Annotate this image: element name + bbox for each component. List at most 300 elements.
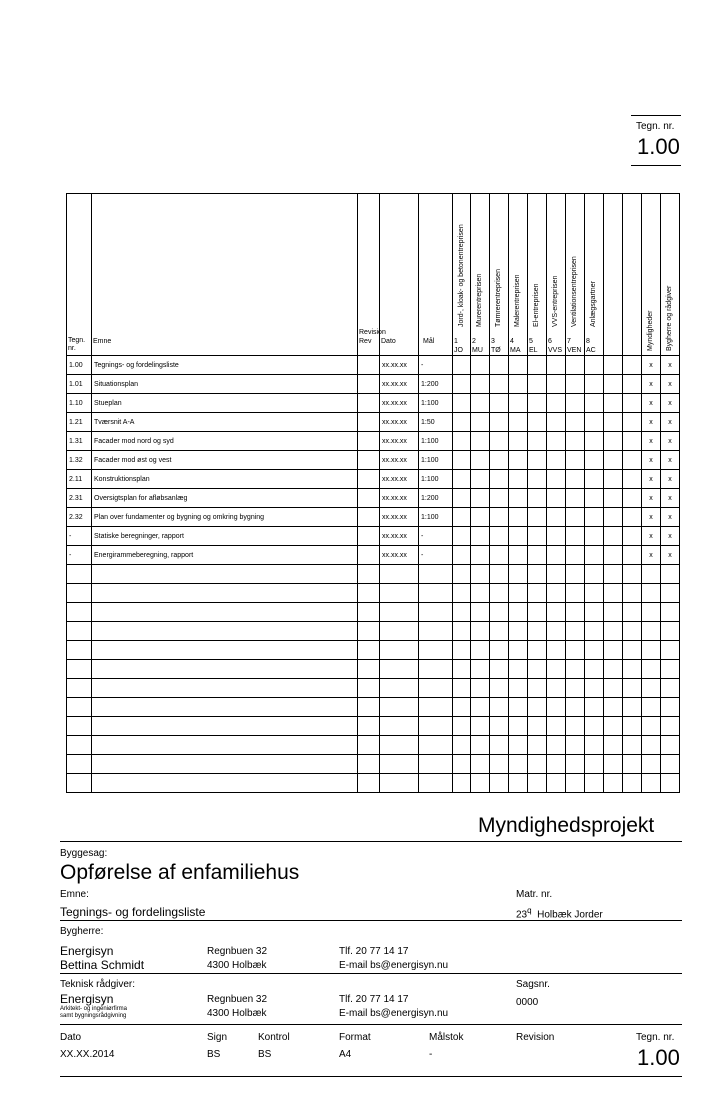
cell-rev bbox=[358, 356, 380, 375]
cell-maal: 1:200 bbox=[419, 489, 453, 508]
empty-cell bbox=[547, 584, 566, 603]
dato-value: XX.XX.2014 bbox=[60, 1049, 115, 1060]
empty-cell bbox=[585, 698, 604, 717]
empty-cell bbox=[509, 736, 528, 755]
cell-dato: xx.xx.xx bbox=[380, 508, 419, 527]
cell-discipline bbox=[566, 413, 585, 432]
cell-myndigheder: x bbox=[642, 394, 661, 413]
cell-discipline bbox=[509, 508, 528, 527]
empty-cell bbox=[547, 698, 566, 717]
empty-cell bbox=[67, 698, 92, 717]
cell-dato: xx.xx.xx bbox=[380, 356, 419, 375]
empty-cell bbox=[92, 565, 358, 584]
cell-discipline bbox=[623, 394, 642, 413]
empty-cell bbox=[453, 736, 471, 755]
empty-cell bbox=[358, 603, 380, 622]
cell-discipline bbox=[585, 508, 604, 527]
cell-myndigheder: x bbox=[642, 375, 661, 394]
header-discipline-code: MU bbox=[472, 347, 483, 354]
cell-discipline bbox=[528, 375, 547, 394]
empty-cell bbox=[661, 679, 680, 698]
table-row-empty bbox=[67, 584, 680, 603]
empty-cell bbox=[642, 584, 661, 603]
cell-nr: 2.11 bbox=[67, 470, 92, 489]
empty-cell bbox=[358, 660, 380, 679]
table-header-row bbox=[67, 194, 680, 356]
empty-cell bbox=[528, 736, 547, 755]
header-tegn: Tegn. nr. bbox=[67, 194, 92, 356]
cell-discipline bbox=[604, 508, 623, 527]
table-row-empty bbox=[67, 717, 680, 736]
cell-discipline bbox=[547, 508, 566, 527]
maalestok-label: Målstok bbox=[429, 1032, 464, 1043]
cell-discipline bbox=[453, 489, 471, 508]
cell-discipline bbox=[509, 527, 528, 546]
empty-cell bbox=[419, 736, 453, 755]
cell-nr: 1.00 bbox=[67, 356, 92, 375]
cell-discipline bbox=[490, 489, 509, 508]
cell-myndigheder: x bbox=[642, 451, 661, 470]
cell-discipline bbox=[528, 508, 547, 527]
table-row bbox=[67, 508, 680, 527]
table-row bbox=[67, 375, 680, 394]
empty-cell bbox=[604, 774, 623, 793]
header-discipline-label: Malerentreprisen bbox=[514, 274, 521, 327]
cell-emne: Situationsplan bbox=[92, 375, 358, 394]
bygherre-person: Bettina Schmidt bbox=[60, 958, 145, 972]
cell-rev bbox=[358, 527, 380, 546]
cell-discipline bbox=[453, 546, 471, 565]
cell-emne: Oversigtsplan for afløbsanlæg bbox=[92, 489, 358, 508]
empty-cell bbox=[623, 565, 642, 584]
cell-discipline bbox=[566, 375, 585, 394]
empty-cell bbox=[471, 603, 490, 622]
cell-discipline bbox=[490, 432, 509, 451]
empty-cell bbox=[509, 584, 528, 603]
empty-cell bbox=[509, 660, 528, 679]
empty-cell bbox=[642, 622, 661, 641]
cell-discipline bbox=[566, 432, 585, 451]
empty-cell bbox=[509, 603, 528, 622]
empty-cell bbox=[623, 603, 642, 622]
header-discipline bbox=[604, 194, 623, 356]
table-row bbox=[67, 451, 680, 470]
empty-cell bbox=[92, 679, 358, 698]
cell-discipline bbox=[490, 546, 509, 565]
matr-value: 23$^q$ Holbæk Jorder bbox=[516, 906, 603, 921]
cell-nr: 1.32 bbox=[67, 451, 92, 470]
empty-cell bbox=[358, 774, 380, 793]
cell-discipline bbox=[528, 489, 547, 508]
cell-discipline bbox=[623, 413, 642, 432]
header-discipline-code: EL bbox=[529, 347, 538, 354]
empty-cell bbox=[661, 736, 680, 755]
cell-discipline bbox=[585, 527, 604, 546]
cell-discipline bbox=[547, 489, 566, 508]
empty-cell bbox=[358, 565, 380, 584]
cell-rev bbox=[358, 375, 380, 394]
empty-cell bbox=[490, 774, 509, 793]
cell-emne: Statiske beregninger, rapport bbox=[92, 527, 358, 546]
cell-discipline bbox=[604, 375, 623, 394]
cell-discipline bbox=[623, 470, 642, 489]
table-row bbox=[67, 394, 680, 413]
empty-cell bbox=[604, 717, 623, 736]
empty-cell bbox=[661, 660, 680, 679]
table-row bbox=[67, 489, 680, 508]
cell-discipline bbox=[453, 508, 471, 527]
cell-discipline bbox=[471, 527, 490, 546]
empty-cell bbox=[528, 660, 547, 679]
empty-cell bbox=[419, 603, 453, 622]
cell-discipline bbox=[490, 451, 509, 470]
cell-dato: xx.xx.xx bbox=[380, 527, 419, 546]
empty-cell bbox=[380, 641, 419, 660]
empty-cell bbox=[566, 698, 585, 717]
empty-cell bbox=[358, 698, 380, 717]
cell-discipline bbox=[509, 413, 528, 432]
cell-bygherre: x bbox=[661, 356, 680, 375]
cell-discipline bbox=[528, 432, 547, 451]
cell-myndigheder: x bbox=[642, 470, 661, 489]
cell-discipline bbox=[509, 394, 528, 413]
sign-value: BS bbox=[207, 1049, 221, 1060]
header-discipline bbox=[490, 194, 509, 356]
cell-discipline bbox=[509, 432, 528, 451]
empty-cell bbox=[380, 755, 419, 774]
empty-cell bbox=[623, 774, 642, 793]
empty-cell bbox=[604, 565, 623, 584]
empty-cell bbox=[528, 679, 547, 698]
empty-cell bbox=[509, 622, 528, 641]
table-row-empty bbox=[67, 679, 680, 698]
empty-cell bbox=[566, 774, 585, 793]
cell-myndigheder: x bbox=[642, 432, 661, 451]
empty-cell bbox=[490, 660, 509, 679]
dato-label: Dato bbox=[60, 1032, 82, 1043]
cell-discipline bbox=[453, 413, 471, 432]
empty-cell bbox=[419, 755, 453, 774]
table-row bbox=[67, 546, 680, 565]
empty-cell bbox=[528, 584, 547, 603]
empty-cell bbox=[509, 774, 528, 793]
empty-cell bbox=[585, 679, 604, 698]
empty-cell bbox=[528, 641, 547, 660]
cell-discipline bbox=[471, 508, 490, 527]
empty-cell bbox=[490, 603, 509, 622]
cell-dato: xx.xx.xx bbox=[380, 546, 419, 565]
project-phase-title: Myndighedsprojekt bbox=[478, 814, 655, 837]
sagsnr-value: 0000 bbox=[516, 997, 539, 1008]
cell-discipline bbox=[604, 527, 623, 546]
cell-discipline bbox=[623, 546, 642, 565]
empty-cell bbox=[528, 565, 547, 584]
empty-cell bbox=[358, 717, 380, 736]
cell-discipline bbox=[453, 432, 471, 451]
cell-bygherre: x bbox=[661, 489, 680, 508]
cell-nr: 1.21 bbox=[67, 413, 92, 432]
header-emne: Emne bbox=[92, 194, 358, 356]
table-row-empty bbox=[67, 774, 680, 793]
raadgiver-addr2: 4300 Holbæk bbox=[207, 1008, 267, 1019]
title-rule-2 bbox=[60, 920, 682, 921]
table-row-empty bbox=[67, 698, 680, 717]
byggesag-title: Opførelse af enfamiliehus bbox=[60, 861, 300, 884]
empty-cell bbox=[380, 565, 419, 584]
empty-cell bbox=[471, 660, 490, 679]
cell-dato: xx.xx.xx bbox=[380, 394, 419, 413]
header-discipline-num: 2 bbox=[472, 338, 476, 345]
cell-discipline bbox=[490, 470, 509, 489]
cell-discipline bbox=[604, 470, 623, 489]
empty-cell bbox=[358, 736, 380, 755]
cell-nr: - bbox=[67, 527, 92, 546]
header-discipline-num: 7 bbox=[567, 338, 571, 345]
empty-cell bbox=[642, 603, 661, 622]
header-discipline-code: VEN bbox=[567, 347, 582, 354]
raadgiver-tlf: Tlf. 20 77 14 17 bbox=[339, 994, 409, 1005]
cell-discipline bbox=[471, 375, 490, 394]
cell-discipline bbox=[453, 451, 471, 470]
maalestok-value: - bbox=[429, 1049, 433, 1060]
empty-cell bbox=[547, 660, 566, 679]
empty-cell bbox=[471, 584, 490, 603]
header-discipline-code: TØ bbox=[491, 347, 501, 354]
emne-label: Emne: bbox=[60, 889, 89, 900]
cell-maal: 1:100 bbox=[419, 470, 453, 489]
cell-discipline bbox=[604, 432, 623, 451]
cell-discipline bbox=[585, 413, 604, 432]
cell-discipline bbox=[547, 470, 566, 489]
empty-cell bbox=[509, 565, 528, 584]
cell-discipline bbox=[585, 432, 604, 451]
bygherre-tlf: Tlf. 20 77 14 17 bbox=[339, 946, 409, 957]
kontrol-value: BS bbox=[258, 1049, 272, 1060]
empty-cell bbox=[528, 755, 547, 774]
cell-discipline bbox=[453, 527, 471, 546]
empty-cell bbox=[490, 679, 509, 698]
table-row bbox=[67, 527, 680, 546]
cell-discipline bbox=[509, 470, 528, 489]
cell-rev bbox=[358, 470, 380, 489]
empty-cell bbox=[642, 698, 661, 717]
cell-nr: 1.10 bbox=[67, 394, 92, 413]
empty-cell bbox=[642, 717, 661, 736]
cell-maal: 1:100 bbox=[419, 451, 453, 470]
cell-discipline bbox=[623, 356, 642, 375]
empty-cell bbox=[419, 622, 453, 641]
cell-discipline bbox=[623, 508, 642, 527]
empty-cell bbox=[566, 565, 585, 584]
cell-rev bbox=[358, 432, 380, 451]
header-discipline bbox=[509, 194, 528, 356]
empty-cell bbox=[623, 698, 642, 717]
cell-maal: 1:200 bbox=[419, 375, 453, 394]
empty-cell bbox=[471, 679, 490, 698]
empty-cell bbox=[661, 565, 680, 584]
cell-rev bbox=[358, 489, 380, 508]
empty-cell bbox=[358, 755, 380, 774]
emne-value: Tegnings- og fordelingsliste bbox=[60, 905, 206, 919]
header-discipline-num: 1 bbox=[454, 338, 458, 345]
header-discipline-label: Anlægsgartner bbox=[590, 281, 597, 327]
cell-dato: xx.xx.xx bbox=[380, 375, 419, 394]
empty-cell bbox=[547, 565, 566, 584]
empty-cell bbox=[471, 755, 490, 774]
cell-myndigheder: x bbox=[642, 489, 661, 508]
cell-discipline bbox=[490, 394, 509, 413]
empty-cell bbox=[471, 717, 490, 736]
empty-cell bbox=[623, 584, 642, 603]
table-row-empty bbox=[67, 641, 680, 660]
empty-cell bbox=[585, 660, 604, 679]
empty-cell bbox=[380, 774, 419, 793]
bygherre-addr2: 4300 Holbæk bbox=[207, 960, 267, 971]
empty-cell bbox=[604, 603, 623, 622]
cell-nr: 1.31 bbox=[67, 432, 92, 451]
empty-cell bbox=[604, 641, 623, 660]
empty-cell bbox=[453, 698, 471, 717]
empty-cell bbox=[566, 622, 585, 641]
cell-emne: Tegnings- og fordelingsliste bbox=[92, 356, 358, 375]
empty-cell bbox=[67, 717, 92, 736]
cell-maal: 1:100 bbox=[419, 432, 453, 451]
empty-cell bbox=[453, 641, 471, 660]
cell-maal: 1:100 bbox=[419, 394, 453, 413]
empty-cell bbox=[566, 660, 585, 679]
empty-cell bbox=[453, 660, 471, 679]
empty-cell bbox=[566, 603, 585, 622]
raadgiver-addr1: Regnbuen 32 bbox=[207, 994, 268, 1005]
cell-discipline bbox=[471, 432, 490, 451]
empty-cell bbox=[528, 622, 547, 641]
header-maal: Mål bbox=[419, 194, 453, 356]
empty-cell bbox=[67, 584, 92, 603]
cell-discipline bbox=[547, 546, 566, 565]
cell-discipline bbox=[509, 546, 528, 565]
empty-cell bbox=[585, 641, 604, 660]
header-discipline-code: VVS bbox=[548, 347, 563, 354]
empty-cell bbox=[453, 755, 471, 774]
empty-cell bbox=[419, 641, 453, 660]
table-row bbox=[67, 356, 680, 375]
empty-cell bbox=[67, 603, 92, 622]
empty-cell bbox=[661, 584, 680, 603]
header-discipline-label: Jord-, kloak- og betonentreprisen bbox=[458, 224, 465, 327]
empty-cell bbox=[661, 698, 680, 717]
sign-label: Sign bbox=[207, 1032, 228, 1043]
cell-discipline bbox=[471, 413, 490, 432]
header-dato: Dato bbox=[380, 194, 419, 356]
cell-myndigheder: x bbox=[642, 413, 661, 432]
empty-cell bbox=[380, 717, 419, 736]
empty-cell bbox=[509, 679, 528, 698]
empty-cell bbox=[566, 641, 585, 660]
empty-cell bbox=[509, 698, 528, 717]
cell-emne: Energirammeberegning, rapport bbox=[92, 546, 358, 565]
cell-nr: - bbox=[67, 546, 92, 565]
cell-discipline bbox=[547, 356, 566, 375]
header-discipline bbox=[453, 194, 471, 356]
cell-discipline bbox=[566, 394, 585, 413]
header-rev: Revision Rev bbox=[358, 194, 380, 356]
empty-cell bbox=[509, 641, 528, 660]
empty-cell bbox=[490, 755, 509, 774]
cell-discipline bbox=[547, 375, 566, 394]
empty-cell bbox=[471, 565, 490, 584]
cell-dato: xx.xx.xx bbox=[380, 451, 419, 470]
empty-cell bbox=[92, 584, 358, 603]
empty-cell bbox=[509, 717, 528, 736]
empty-cell bbox=[528, 603, 547, 622]
empty-cell bbox=[453, 774, 471, 793]
empty-cell bbox=[67, 736, 92, 755]
empty-cell bbox=[453, 622, 471, 641]
raadgiver-email: E-mail bs@energisyn.nu bbox=[339, 1008, 449, 1019]
empty-cell bbox=[490, 622, 509, 641]
empty-cell bbox=[604, 584, 623, 603]
cell-discipline bbox=[585, 489, 604, 508]
empty-cell bbox=[585, 755, 604, 774]
revision-label: Revision bbox=[516, 1032, 555, 1043]
header-discipline-label: VVS-entreprisen bbox=[552, 275, 559, 327]
empty-cell bbox=[92, 698, 358, 717]
empty-cell bbox=[604, 622, 623, 641]
bygherre-label: Bygherre: bbox=[60, 926, 104, 937]
empty-cell bbox=[585, 774, 604, 793]
format-value: A4 bbox=[339, 1049, 352, 1060]
top-tegn-value: 1.00 bbox=[637, 134, 680, 159]
empty-cell bbox=[453, 679, 471, 698]
cell-dato: xx.xx.xx bbox=[380, 489, 419, 508]
empty-cell bbox=[642, 641, 661, 660]
empty-cell bbox=[490, 698, 509, 717]
empty-cell bbox=[585, 736, 604, 755]
empty-cell bbox=[471, 774, 490, 793]
cell-bygherre: x bbox=[661, 394, 680, 413]
empty-cell bbox=[661, 774, 680, 793]
cell-rev bbox=[358, 394, 380, 413]
empty-cell bbox=[490, 584, 509, 603]
cell-discipline bbox=[585, 375, 604, 394]
header-discipline bbox=[528, 194, 547, 356]
cell-discipline bbox=[490, 508, 509, 527]
empty-cell bbox=[453, 565, 471, 584]
bottom-tegn-value: 1.00 bbox=[637, 1045, 680, 1070]
matr-label: Matr. nr. bbox=[516, 889, 553, 900]
empty-cell bbox=[661, 641, 680, 660]
empty-cell bbox=[92, 717, 358, 736]
cell-discipline bbox=[566, 527, 585, 546]
bygherre-addr1: Regnbuen 32 bbox=[207, 946, 268, 957]
cell-bygherre: x bbox=[661, 413, 680, 432]
table-row-empty bbox=[67, 755, 680, 774]
header-discipline bbox=[623, 194, 642, 356]
cell-dato: xx.xx.xx bbox=[380, 470, 419, 489]
empty-cell bbox=[358, 679, 380, 698]
cell-emne: Konstruktionsplan bbox=[92, 470, 358, 489]
empty-cell bbox=[419, 660, 453, 679]
cell-discipline bbox=[585, 394, 604, 413]
cell-discipline bbox=[566, 470, 585, 489]
empty-cell bbox=[642, 736, 661, 755]
empty-cell bbox=[471, 622, 490, 641]
empty-cell bbox=[642, 679, 661, 698]
empty-cell bbox=[623, 717, 642, 736]
cell-discipline bbox=[604, 394, 623, 413]
title-rule-4 bbox=[60, 1024, 682, 1025]
empty-cell bbox=[380, 736, 419, 755]
